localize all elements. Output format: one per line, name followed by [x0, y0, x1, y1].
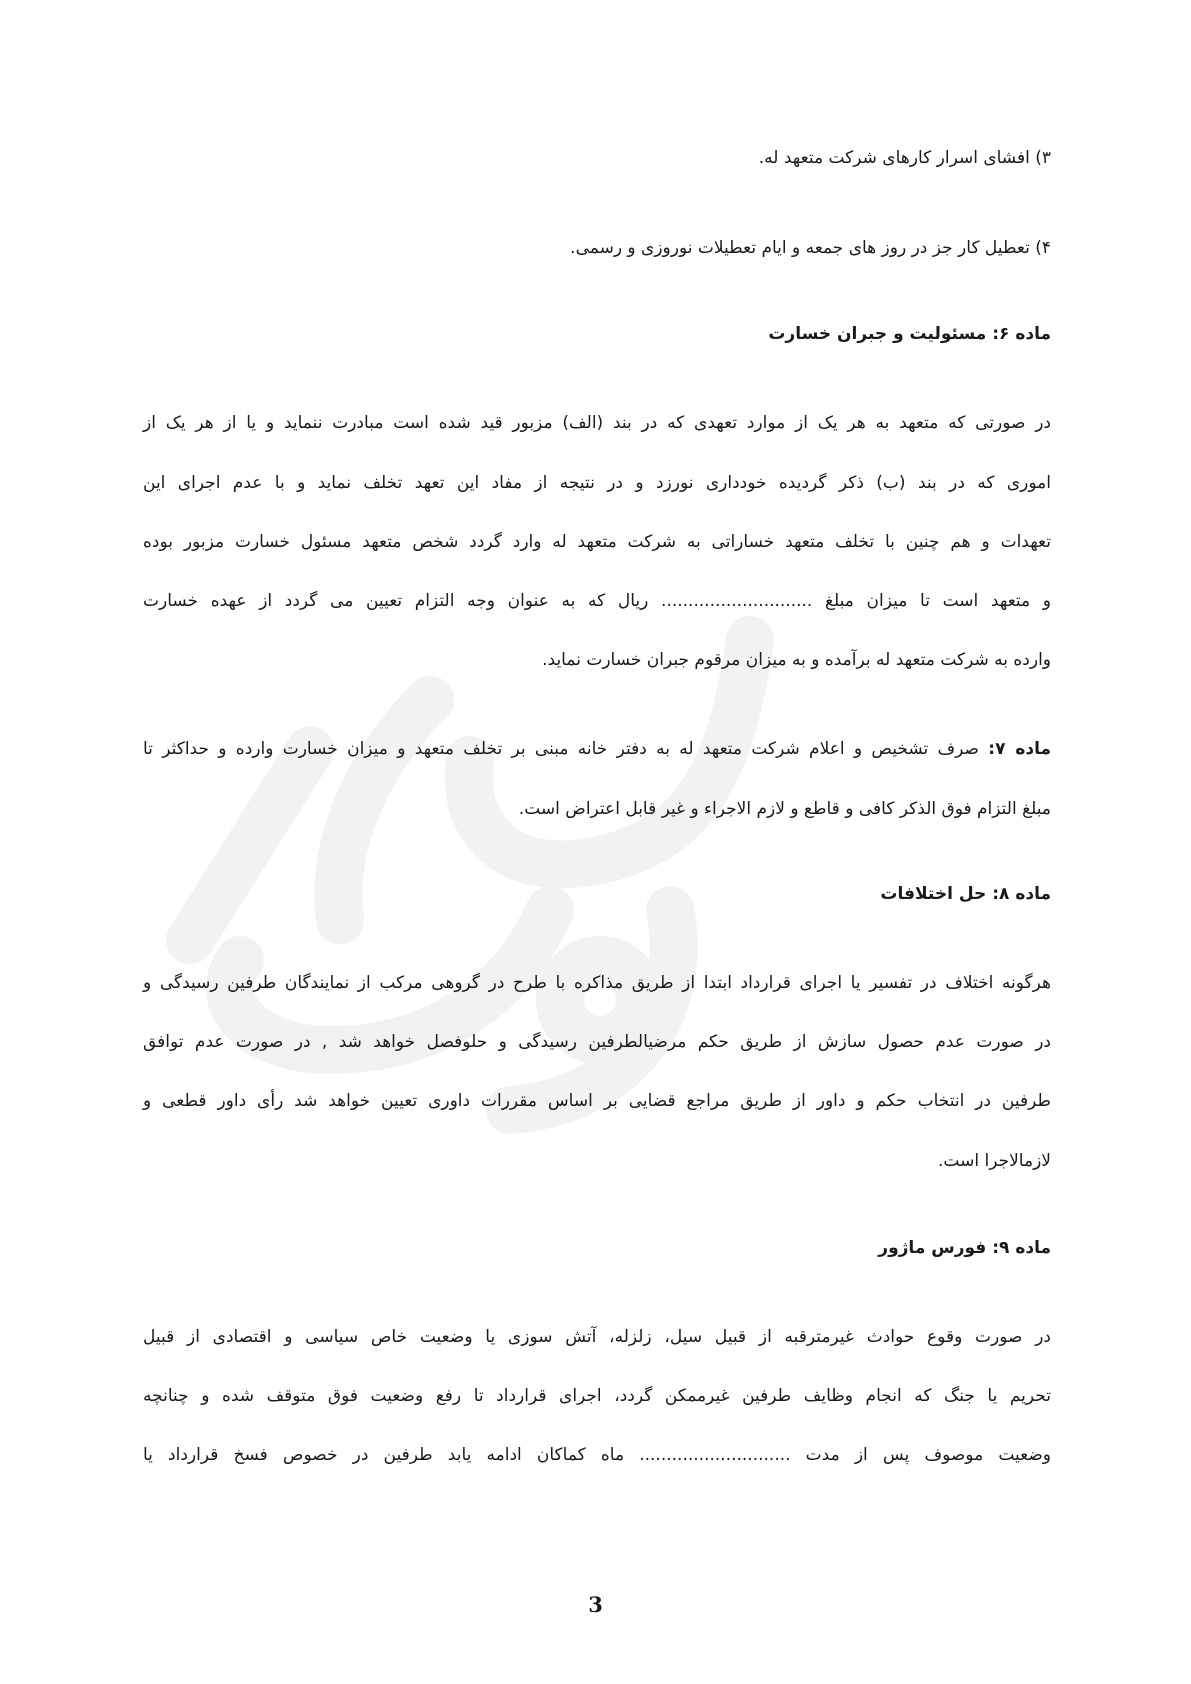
- article-9-line-2: تحریم یا جنگ که انجام وظایف طرفین غیرممکن گردد، اجرای قرارداد تا رفع وضعیت فوق متوقف شده و چنانچه: [143, 1386, 1051, 1406]
- list-item-3: ۳) افشای اسرار کارهای شرکت متعهد له.: [758, 148, 1051, 168]
- article-8-line-4: لازمالاجرا است.: [938, 1151, 1051, 1171]
- article-8-heading: ماده ۸: حل اختلافات: [880, 884, 1051, 904]
- page-number: 3: [588, 1592, 603, 1617]
- article-6-line-5: وارده به شرکت متعهد له برآمده و به میزان مرقوم جبران خسارت نماید.: [542, 650, 1051, 670]
- article-6-line-1: در صورتی که متعهد به هر یک از موارد تعهدی که در بند (الف) مزبور قید شده است مبادرت ننماید و یا از هر یک از: [143, 413, 1051, 433]
- article-6-heading: ماده ۶: مسئولیت و جبران خسارت: [768, 324, 1051, 344]
- list-item-4: ۴) تعطیل کار جز در روز های جمعه و ایام تعطیلات نوروزی و رسمی.: [570, 238, 1051, 258]
- article-8-line-3: طرفین در انتخاب حکم و داور از طریق مراجع قضایی بر اساس مقررات داوری تعیین خواهد شد رأی داور قطعی و: [143, 1091, 1051, 1111]
- article-6-line-4: و متعهد است تا میزان مبلغ ............................ ریال که به عنوان وجه التزام تعیین می گردد از عهده خسارت: [143, 591, 1051, 611]
- article-7-line-1: [143, 737, 1051, 761]
- article-6-line-3: تعهدات و هم چنین با تخلف متعهد خساراتی به شرکت متعهد له وارد گردد شخص متعهد مسئول خسارت مزبور بوده: [143, 532, 1051, 552]
- article-9-line-1: در صورت وقوع حوادث غیرمترقبه از قبیل سیل، زلزله، آتش سوزی یا وضعیت خاص سیاسی و اقتصادی از قبیل: [143, 1327, 1051, 1347]
- article-7-line-2: مبلغ التزام فوق الذکر کافی و قاطع و لازم الاجراء و غیر قابل اعتراض است.: [518, 799, 1051, 819]
- article-8-line-2: در صورت عدم حصول سازش از طریق حکم مرضیالطرفین رسیدگی و حلوفصل خواهد شد , در صورت عدم توافق: [143, 1032, 1051, 1052]
- article-8-line-1: هرگونه اختلاف در تفسیر یا اجرای قرارداد ابتدا از طریق مذاکره با طرح در گروهی مرکب از نمایندگان طرفین رسیدگی و: [143, 973, 1051, 993]
- article-7-text: صرف تشخیص و اعلام شرکت متعهد له به دفتر خانه مبنی بر تخلف متعهد و میزان خسارت وارده و حداکثر تا: [143, 739, 989, 759]
- article-9-heading: ماده ۹: فورس ماژور: [878, 1238, 1051, 1258]
- article-7-label: ماده ۷:: [988, 739, 1051, 759]
- article-6-line-2: اموری که در بند (ب) ذکر گردیده خودداری نورزد و در نتیجه از مفاد این تعهد تخلف نماید و با عدم اجرای این: [143, 473, 1051, 493]
- article-9-line-3: وضعیت موصوف پس از مدت ............................ ماه کماکان ادامه یابد طرفین در خصوص فسخ قرارداد یا: [143, 1445, 1051, 1465]
